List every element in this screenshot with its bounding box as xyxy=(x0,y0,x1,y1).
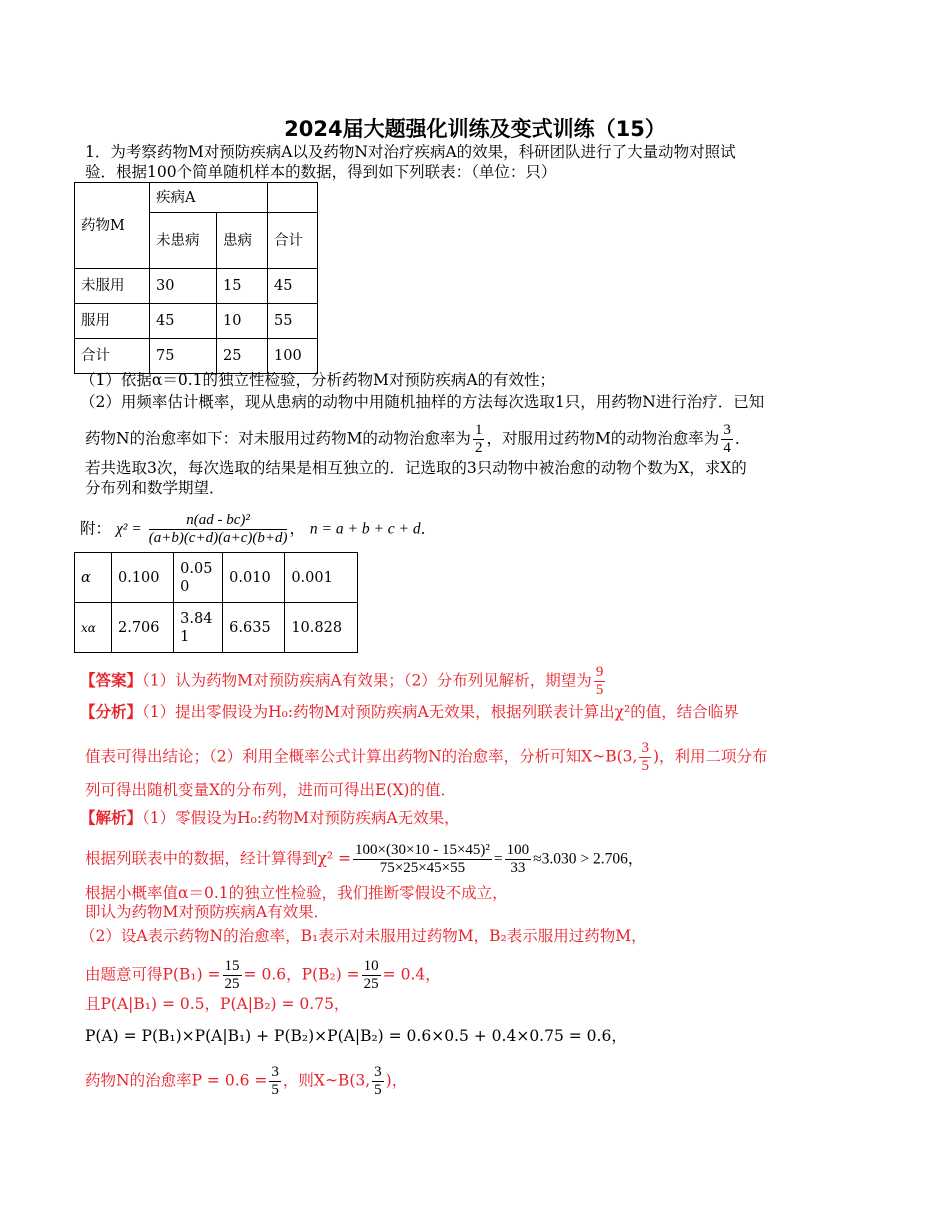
solution-line-8: P(A) = P(B₁)×P(A|B₁) + P(B₂)×P(A|B₂) = 0.6×0.5 + 0.4×0.75 = 0.6， xyxy=(85,1027,627,1045)
analysis-line-3: 列可得出随机变量X的分布列，进而可得出E(X)的值． xyxy=(85,781,456,799)
answer-line xyxy=(80,664,607,699)
table-header-not-sick: 未患病 xyxy=(150,213,217,269)
denominator: 5 xyxy=(271,1082,279,1098)
solution-line-2 xyxy=(85,842,643,877)
cell: 25 xyxy=(217,339,268,374)
denominator: 5 xyxy=(595,682,604,698)
fraction-three-fifths xyxy=(372,1064,384,1099)
text: )， xyxy=(385,1071,408,1090)
cell: 0.001 xyxy=(285,553,358,603)
denominator: 33 xyxy=(510,860,526,876)
numerator: 3 xyxy=(271,1064,279,1080)
fraction-three-quarters xyxy=(721,422,733,457)
denominator: 2 xyxy=(474,440,483,456)
numerator: 100×(30×10 - 15×45)² xyxy=(355,842,490,858)
text: 药物N的治愈率P = 0.6 = xyxy=(85,1071,268,1090)
denominator: 75×25×45×55 xyxy=(379,860,466,876)
cell: 0.010 xyxy=(223,553,285,603)
critical-value-table xyxy=(74,552,358,653)
numerator: n(ad - bc)² xyxy=(149,512,288,530)
denominator: 25 xyxy=(363,976,379,992)
page-title: 2024届大题强化训练及变式训练（15） xyxy=(284,117,666,141)
text: （1）提出零假设为H₀:药物M对预防疾病A无效果，根据列联表计算出χ²的值，结合临界 xyxy=(142,703,739,721)
text: ，对服用过药物M的动物治愈率为 xyxy=(486,429,720,448)
text: （1）零假设为H₀:药物M对预防疾病A无效果， xyxy=(142,809,460,827)
denominator: 5 xyxy=(641,758,649,774)
table-header-blank xyxy=(268,183,318,213)
fraction-10-25 xyxy=(362,958,381,993)
text: )，利用二项分布 xyxy=(652,747,768,766)
denominator: 25 xyxy=(224,976,240,992)
text: = 0.4， xyxy=(382,965,441,984)
sub-question-2-line-1: （2）用频率估计概率，现从患病的动物中用随机抽样的方法每次选取1只，用药物N进行治疗．已知 xyxy=(80,393,765,411)
answer-tag: 【答案】 xyxy=(80,670,143,690)
solution-line-5: （2）设A表示药物N的治愈率，B₁表示对未服用过药物M，B₂表示服用过药物M， xyxy=(80,927,647,945)
sub-question-2-line-2: 药物N的治愈率如下：对未服用过药物M的动物治愈率为 $\frac{1}{2}$ ，对服用过药物M的动物治愈率为 $\frac{3}{4}$ ． xyxy=(85,422,751,456)
solution-line-1 xyxy=(80,808,460,828)
cell: 15 xyxy=(217,269,268,304)
expectation-fraction xyxy=(594,664,606,699)
cell: 55 xyxy=(268,304,318,339)
text: ，则X~B(3, xyxy=(282,1071,371,1090)
question-line-2: 验．根据100个简单随机样本的数据，得到如下列联表：（单位：只） xyxy=(85,163,557,181)
solution-tag: 【解析】 xyxy=(80,808,143,827)
solution-line-6 xyxy=(85,958,441,993)
chi-square-formula xyxy=(149,512,288,547)
question-line-1: 1．为考察药物M对预防疾病A以及药物N对治疗疾病A的效果，科研团队进行了大量动物对照试 xyxy=(85,143,736,161)
analysis-tag: 【分析】 xyxy=(80,702,143,721)
denominator: 5 xyxy=(374,1082,382,1098)
numerator: 15 xyxy=(224,958,240,974)
numerator: 100 xyxy=(506,842,530,858)
chi-square-computation xyxy=(353,842,492,877)
solution-line-4: 即认为药物M对预防疾病A有效果． xyxy=(85,903,330,921)
cell: 30 xyxy=(150,269,217,304)
fraction-15-25 xyxy=(223,958,242,993)
numerator: 3 xyxy=(374,1064,382,1080)
table-row xyxy=(75,603,358,653)
table-header-sick: 患病 xyxy=(217,213,268,269)
cell: 2.706 xyxy=(112,603,174,653)
row-label: 未服用 xyxy=(75,269,150,304)
table-header-drug: 药物M xyxy=(75,183,150,269)
cell: 3.841 xyxy=(174,603,223,653)
cell: 0.100 xyxy=(112,553,174,603)
numerator: 3 xyxy=(641,740,649,756)
fraction-three-fifths xyxy=(639,740,651,775)
sub-question-1: （1）依据α＝0.1的独立性检验，分析药物M对预防疾病A的有效性； xyxy=(80,371,556,389)
text: 值表可得出结论；（2）利用全概率公式计算出药物N的治愈率，分析可知X~B(3, xyxy=(85,747,638,766)
fraction-100-33 xyxy=(505,842,532,877)
fraction-three-fifths xyxy=(269,1064,281,1099)
cell: 75 xyxy=(150,339,217,374)
solution-line-3: 根据小概率值α＝0.1的独立性检验，我们推断零假设不成立， xyxy=(85,884,508,902)
equals: = xyxy=(493,850,503,868)
cell: 0.050 xyxy=(174,553,223,603)
row-label: 服用 xyxy=(75,304,150,339)
cell: 100 xyxy=(268,339,318,374)
solution-line-7: 且P(A|B₁) = 0.5，P(A|B₂) = 0.75， xyxy=(85,995,350,1013)
numerator: 10 xyxy=(363,958,379,974)
appendix-line: 附： χ² = $\frac{\text{n(ad - bc)²}}{(a+b)(c+d)(a+c)(b+d)}$ ， n = a + b + c + d． xyxy=(80,512,437,546)
table-header-disease: 疾病A xyxy=(150,183,268,213)
sub-question-2-line-4: 分布列和数学期望． xyxy=(85,479,225,497)
analysis-line-2 xyxy=(85,740,768,775)
text: ≈3.030 > 2.706， xyxy=(533,850,644,868)
table-row xyxy=(75,553,358,603)
numerator: 3 xyxy=(723,422,731,438)
cell: 45 xyxy=(268,269,318,304)
row-label: xα xyxy=(75,603,112,653)
text: = 0.6，P(B₂) = xyxy=(243,965,360,984)
chi-square-lhs: χ² = xyxy=(115,520,142,538)
cell: 10 xyxy=(217,304,268,339)
row-label: 合计 xyxy=(75,339,150,374)
cell: 10.828 xyxy=(285,603,358,653)
denominator: (a+b)(c+d)(a+c)(b+d) xyxy=(148,530,288,546)
table-row xyxy=(75,339,318,374)
sub-question-2-line-3: 若共选取3次，每次选取的结果是相互独立的．记选取的3只动物中被治愈的动物个数为X，求X的 xyxy=(85,459,747,477)
denominator: 4 xyxy=(723,440,731,456)
solution-line-9 xyxy=(85,1064,407,1099)
n-definition: n = a + b + c + d xyxy=(309,520,421,538)
cell: 6.635 xyxy=(223,603,285,653)
table-row xyxy=(75,304,318,339)
analysis-line-1 xyxy=(80,702,739,722)
row-label: α xyxy=(75,553,112,603)
appendix-label: 附： xyxy=(80,519,112,538)
table-row xyxy=(75,269,318,304)
cell: 45 xyxy=(150,304,217,339)
numerator: 9 xyxy=(595,664,604,680)
fraction-half xyxy=(473,422,485,457)
table-header-total: 合计 xyxy=(268,213,318,269)
text: 根据列联表中的数据，经计算得到χ² = xyxy=(85,849,352,868)
text: 药物N的治愈率如下：对未服用过药物M的动物治愈率为 xyxy=(85,429,471,448)
numerator: 1 xyxy=(474,422,483,438)
contingency-table xyxy=(74,182,318,374)
text: 由题意可得P(B₁) = xyxy=(85,965,221,984)
answer-text: （1）认为药物M对预防疾病A有效果；（2）分布列见解析，期望为 xyxy=(142,671,592,690)
